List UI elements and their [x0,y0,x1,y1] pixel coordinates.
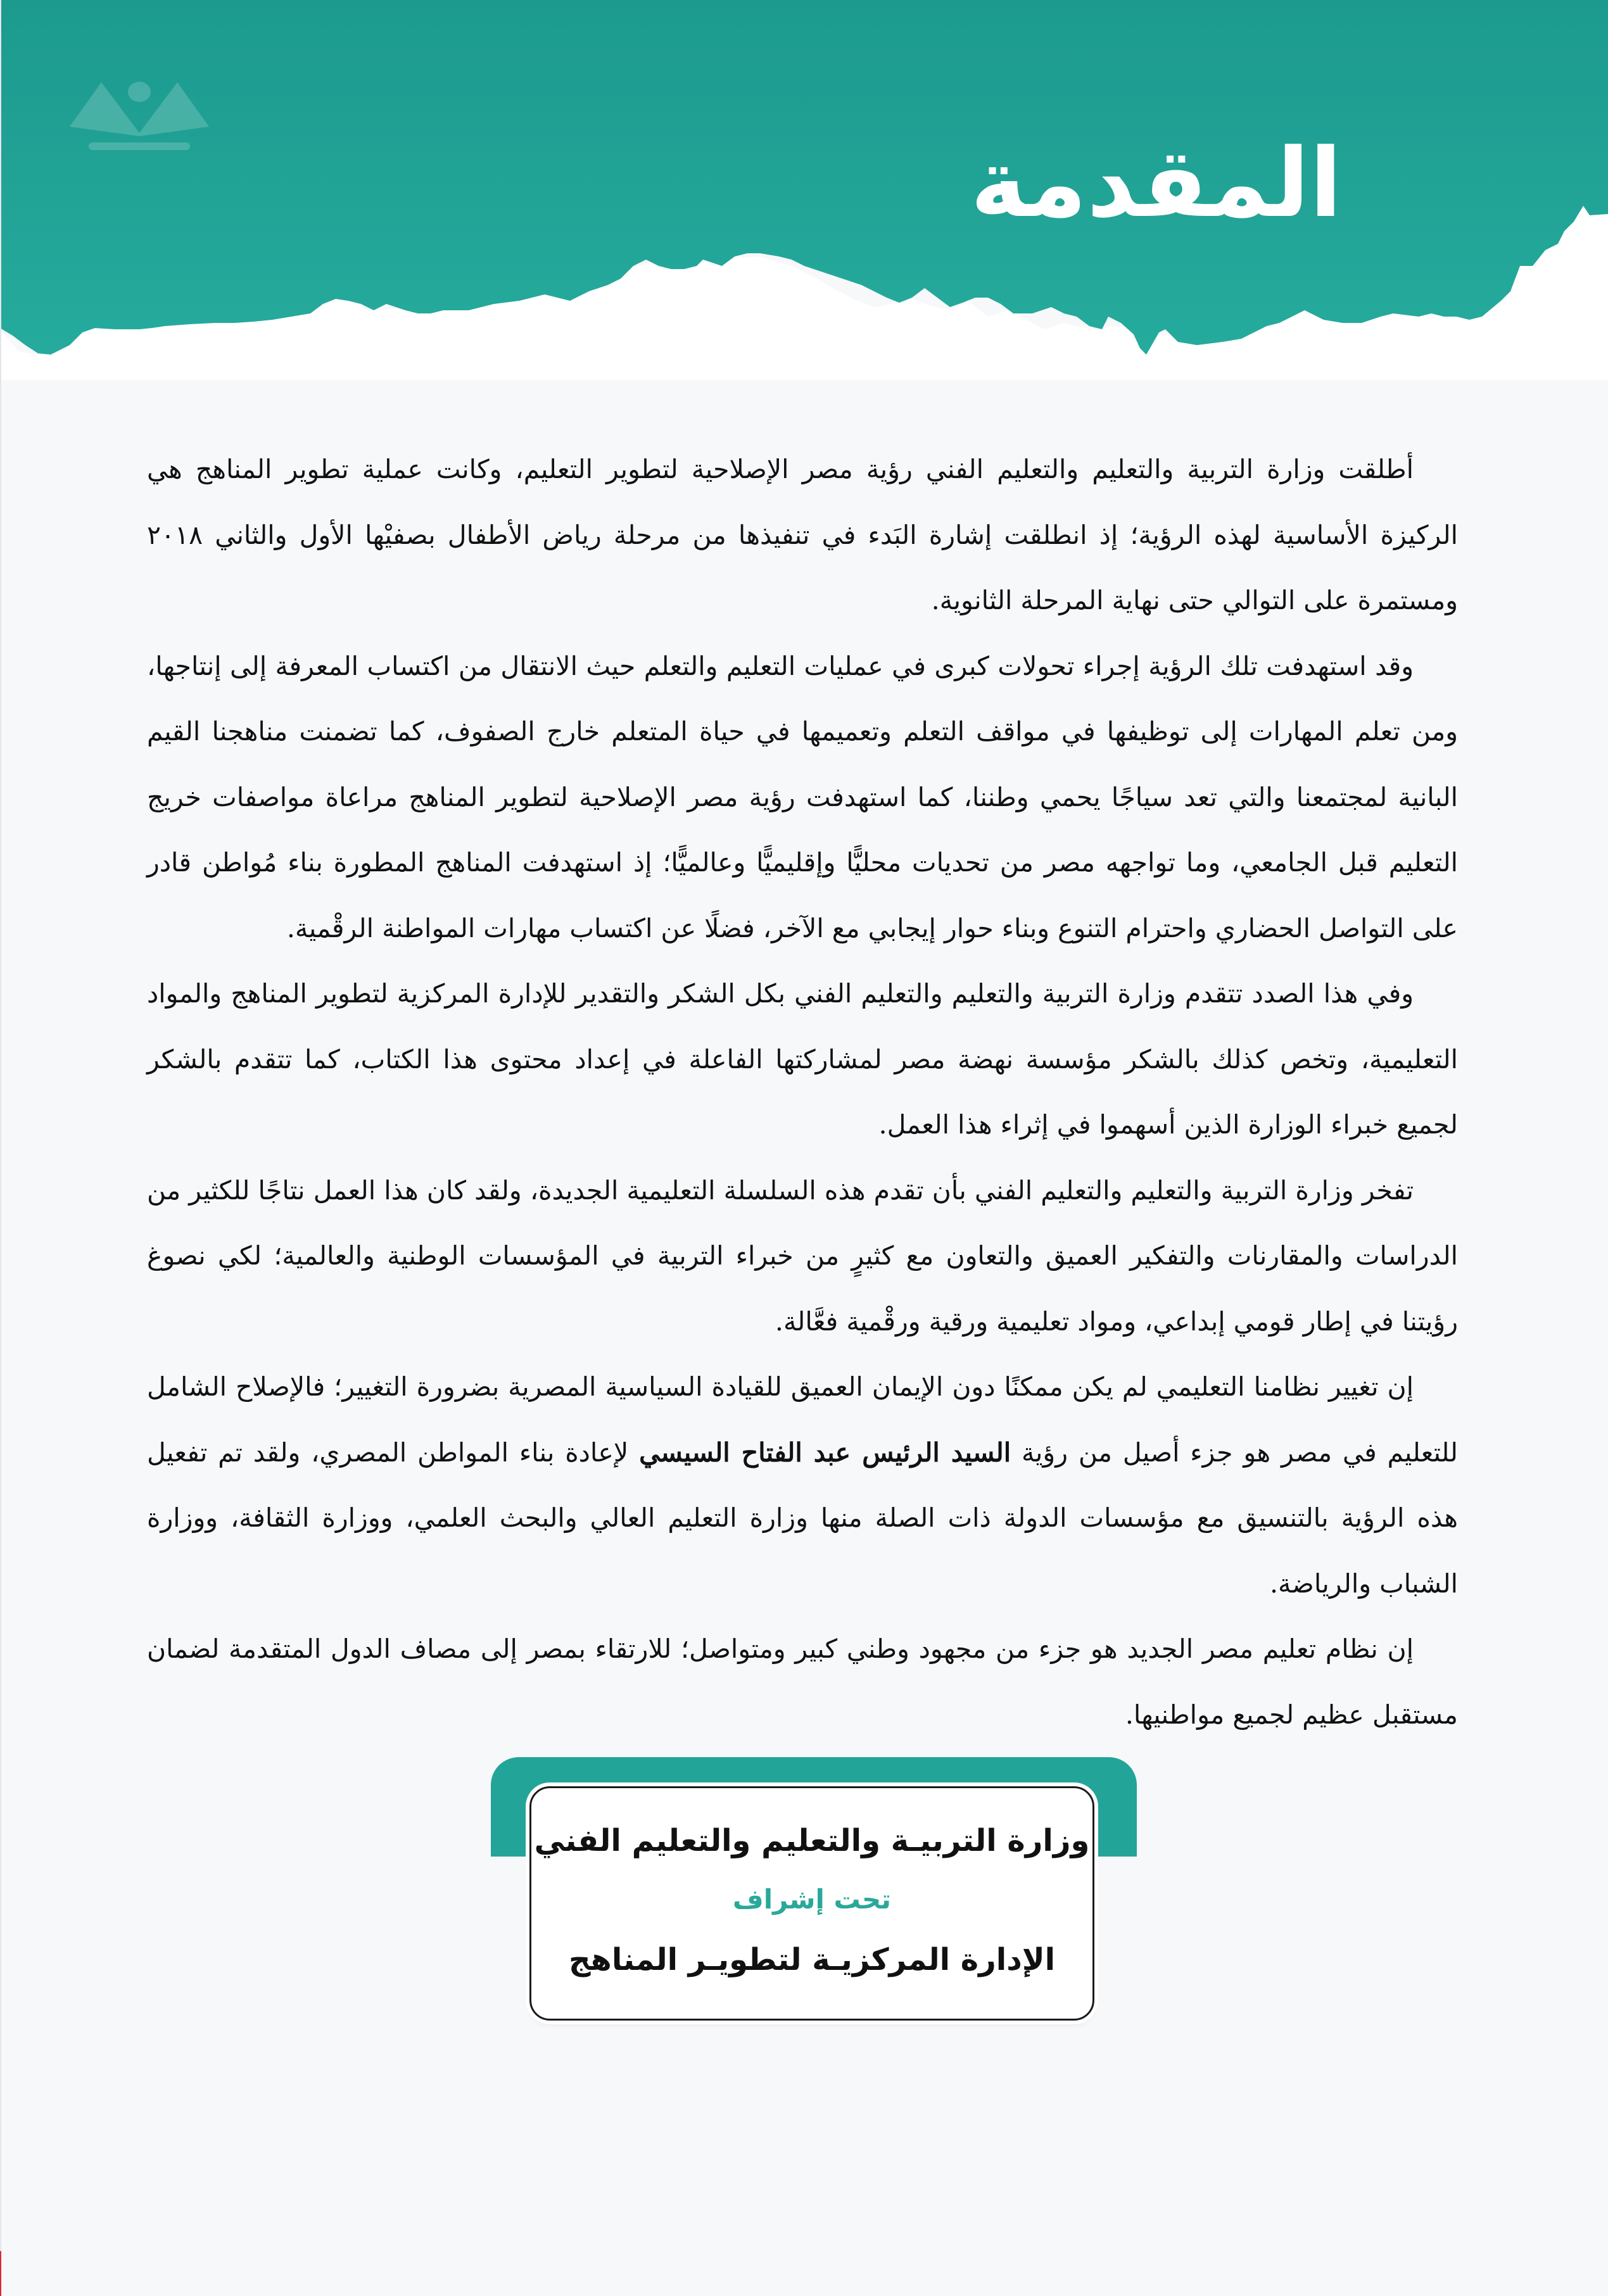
page-edge-line [0,0,1,2296]
signature-card [529,1786,1094,2021]
paragraph-4: تفخر وزارة التربية والتعليم والتعليم الفني بأن تقدم هذه السلسلة التعليمية الجديدة، ولقد كان هذا العمل نتاجًا للكثير من الدراسات والمقارنات والتفكير العميق والتعاون مع كثيرٍ من خبراء التربية في المؤسسات الوطنية والعالمية؛ لكي نصوغ رؤيتنا في إطار قومي إبداعي، ومواد تعليمية ورقية ورقْمية فعَّالة. [147,1175,1458,1337]
ministry-name: وزارة التربيـة والتعليم والتعليم الفني [534,1823,1090,1858]
paragraph-5-after: لإعادة بناء المواطن المصري، ولقد تم تفعيل هذه الرؤية بالتنسيق مع مؤسسات الدولة ذات الصلة منها وزارة التعليم العالي والبحث العلمي، ووزارة الثقافة، ووزارة الشباب والرياضة. [147,1437,1458,1599]
supervision-label: تحت إشراف [732,1884,892,1915]
paragraph-2: وقد استهدفت تلك الرؤية إجراء تحولات كبرى في عمليات التعليم والتعلم حيث الانتقال من اكتساب المعرفة إلى إنتاجها، ومن تعلم المهارات إلى توظيفها في مواقف التعلم وتعميمها في حياة المتعلم خارج الصفوف، كما تضمنت مناهجنا القيم البانية لمجتمعنا والتي تعد سياجًا يحمي وطننا، كما استهدفت رؤية مصر الإصلاحية لتطوير المناهج مراعاة مواصفات خريج التعليم قبل الجامعي، وما تواجهه مصر من تحديات محليًّا وإقليميًّا وعالميًّا؛ إذ استهدفت المناهج المطورة بناء مُواطن قادر على التواصل الحضاري واحترام التنوع وبناء حوار إيجابي مع الآخر، فضلًا عن اكتساب مهارات المواطنة الرقْمية. [147,650,1458,943]
page-title: المقدمة [970,129,1342,239]
president-name: السيد الرئيس عبد الفتاح السيسي [639,1437,1011,1468]
paragraph-3: وفي هذا الصدد تتقدم وزارة التربية والتعليم والتعليم الفني بكل الشكر والتقدير للإدارة المركزية لتطوير المناهج والمواد التعليمية، وتخص كذلك بالشكر مؤسسة نهضة مصر لمشاركتها الفاعلة في إعداد محتوى هذا الكتاب، كما تتقدم بالشكر لجميع خبراء الوزارة الذين أسهموا في إثراء هذا العمل. [147,978,1458,1140]
paragraph-1: أطلقت وزارة التربية والتعليم والتعليم الفني رؤية مصر الإصلاحية لتطوير التعليم، وكانت عملية تطوير المناهج هي الركيزة الأساسية لهذه الرؤية؛ إذ انطلقت إشارة البَدء في تنفيذها من مرحلة رياض الأطفال بصفيْها الأول والثاني ٢٠١٨ ومستمرة على التوالي حتى نهاية المرحلة الثانوية. [147,454,1458,615]
introduction-body [147,437,1458,1748]
ministry-logo-watermark-icon [51,63,228,158]
paragraph-5 [147,1354,1458,1617]
header-banner [0,0,1608,380]
page-edge-red-mark [0,2251,1,2296]
department-name: الإدارة المركزيـة لتطويـر المناهج [568,1942,1056,1977]
signature-block [491,1757,1137,2029]
paragraph-5-before: إن تغيير نظامنا التعليمي لم يكن ممكنًا دون الإيمان العميق للقيادة السياسية المصرية بضرورة التغيير؛ فالإصلاح الشامل للتعليم في مصر هو جزء أصيل من رؤية [147,1372,1458,1468]
paragraph-6: إن نظام تعليم مصر الجديد هو جزء من مجهود وطني كبير ومتواصل؛ للارتقاء بمصر إلى مصاف الدول المتقدمة لضمان مستقبل عظيم لجميع مواطنيها. [147,1634,1458,1730]
torn-paper-header-graphic [0,0,1608,380]
